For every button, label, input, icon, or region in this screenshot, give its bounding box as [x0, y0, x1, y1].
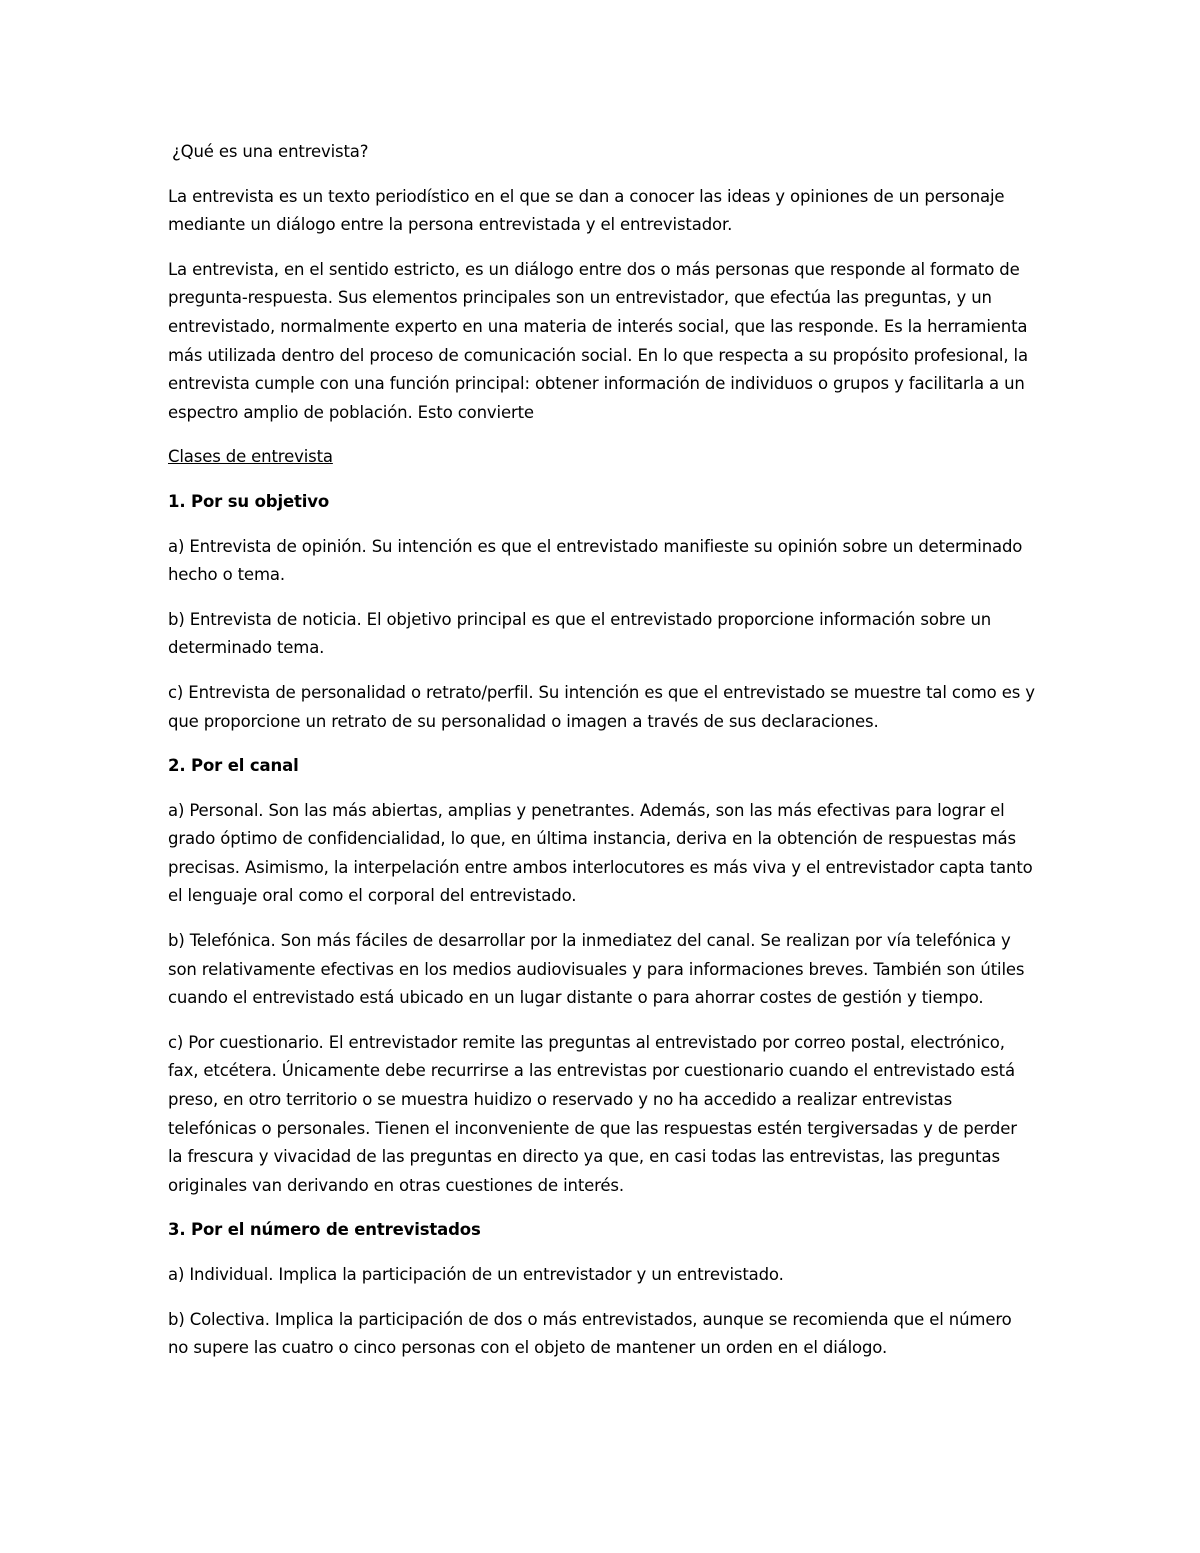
definition-paragraph: La entrevista, en el sentido estricto, es un diálogo entre dos o más personas que responde al formato de pregunta-respuesta. Sus elementos principales son un entrevistador, que efectúa las preguntas, y un entrevistado, normalmente experto en una materia de interés social, que las responde. Es la herramienta más utilizada dentro del proceso de comunicación social. En lo que respecta a su propósito profesional, la entrevista cumple con una función principal: obtener información de individuos o grupos y facilitarla a un espectro amplio de población. Esto convierte: [168, 259, 1028, 422]
section-3-heading: 3. Por el número de entrevistados: [168, 1220, 481, 1240]
section-1-item-a: a) Entrevista de opinión. Su intención es que el entrevistado manifieste su opinión sobre un determinado hecho o tema.: [168, 536, 1023, 585]
section-2-item-c: c) Por cuestionario. El entrevistador remite las preguntas al entrevistado por correo postal, electrónico, fax, etcétera. Únicamente debe recurrirse a las entrevistas por cuestionario cuando el entrevistado está preso, en otro territorio o se muestra huidizo o reservado y no ha accedido a realizar entrevistas telefónicas o personales. Tienen el inconveniente de que las respuestas estén tergiversadas y de perder la frescura y vivacidad de las preguntas en directo ya que, en casi todas las entrevistas, las preguntas originales van derivando en otras cuestiones de interés.: [168, 1032, 1017, 1195]
section-3-item-b: b) Colectiva. Implica la participación de dos o más entrevistados, aunque se recomienda que el número no supere las cuatro o cinco personas con el objeto de mantener un orden en el diálogo.: [168, 1309, 1012, 1358]
classes-heading: Clases de entrevista: [168, 447, 333, 467]
section-2-item-b: b) Telefónica. Son más fáciles de desarrollar por la inmediatez del canal. Se realizan por vía telefónica y son relativamente efectivas en los medios audiovisuales y para informaciones breves. También son útiles cuando el entrevistado está ubicado en un lugar distante o para ahorrar costes de gestión y tiempo.: [168, 931, 1025, 1008]
section-1-item-b: b) Entrevista de noticia. El objetivo principal es que el entrevistado proporcione información sobre un determinado tema.: [168, 609, 992, 658]
section-2-item-a: a) Personal. Son las más abiertas, amplias y penetrantes. Además, son las más efectivas para lograr el grado óptimo de confidencialidad, lo que, en última instancia, deriva en la obtención de respuestas más precisas. Asimismo, la interpelación entre ambos interlocutores es más viva y el entrevistador capta tanto el lenguaje oral como el corporal del entrevistado.: [168, 800, 1033, 906]
document-body: [168, 138, 1036, 1379]
section-1-item-c: c) Entrevista de personalidad o retrato/perfil. Su intención es que el entrevistado se muestre tal como es y que proporcione un retrato de su personalidad o imagen a través de sus declaraciones.: [168, 682, 1035, 731]
section-1-heading: 1. Por su objetivo: [168, 491, 330, 511]
document-title: ¿Qué es una entrevista?: [172, 142, 369, 161]
section-2-heading: 2. Por el canal: [168, 756, 299, 776]
intro-paragraph: La entrevista es un texto periodístico en el que se dan a conocer las ideas y opiniones de un personaje mediante un diálogo entre la persona entrevistada y el entrevistador.: [168, 186, 1005, 235]
section-3-item-a: a) Individual. Implica la participación de un entrevistador y un entrevistado.: [168, 1265, 784, 1284]
